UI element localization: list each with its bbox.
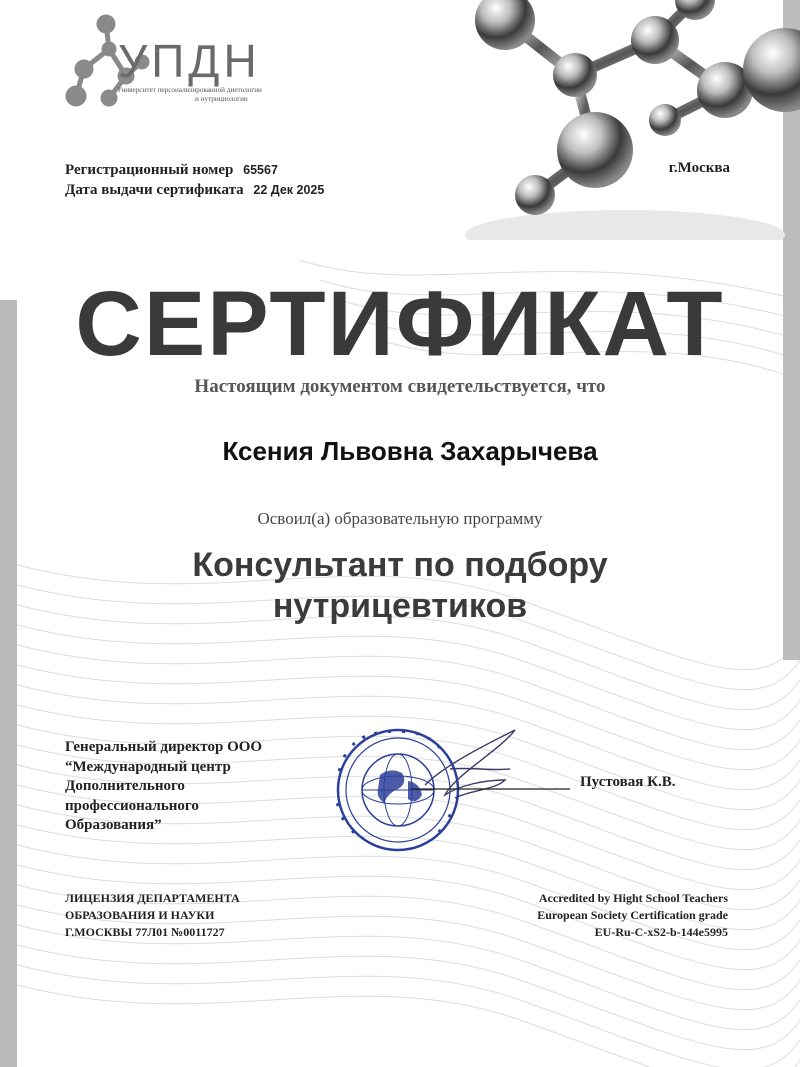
program-name-line2: нутрицевтиков	[272, 587, 528, 625]
license-line2: ОБРАЗОВАНИЯ И НАУКИ	[65, 908, 215, 922]
issue-date-value: 22 Дек 2025	[253, 183, 325, 197]
molecule-illustration	[425, 0, 800, 240]
accreditation-line1: Accredited by Hight School Teachers	[538, 891, 728, 905]
director-line1: Генеральный директор ООО	[65, 739, 263, 755]
issue-date-label: Дата выдачи сертификата	[65, 182, 244, 198]
program-name	[0, 545, 800, 627]
director-line5: Образования”	[65, 817, 162, 833]
registration-number-value: 65567	[243, 163, 278, 177]
issue-date-row	[65, 180, 324, 200]
logo-wordmark: УПДН	[118, 35, 261, 87]
program-name-line1: Консультант по подбору	[192, 546, 608, 584]
registration-block	[65, 160, 324, 200]
license-line3: Г.МОСКВЫ 77Л01 №0011727	[65, 925, 225, 939]
registration-number-label: Регистрационный номер	[65, 162, 234, 178]
director-line2: “Международный центр	[65, 758, 231, 775]
license-line1: ЛИЦЕНЗИЯ ДЕПАРТАМЕНТА	[65, 891, 240, 905]
director-title	[65, 738, 262, 836]
mastered-program-text: Освоил(а) образовательную программу	[257, 509, 543, 528]
certificate-subtitle: Настоящим документом свидетельствуется, что	[194, 376, 606, 397]
certificate-title: СЕРТИФИКАТ	[75, 273, 725, 375]
logo-subtitle-line2: и нутрициологии	[195, 95, 248, 103]
logo-subtitle	[117, 86, 292, 104]
accreditation-line2: European Society Certification grade	[537, 908, 728, 922]
accreditation-line3: EU-Ru-C-xS2-b-144e5995	[594, 925, 728, 939]
license-block	[65, 890, 240, 941]
accreditation-block	[537, 890, 728, 941]
signer-name: Пустовая К.В.	[580, 774, 676, 790]
recipient-name: Ксения Львовна Захарычева	[222, 436, 598, 466]
logo-subtitle-line1: Университет персонализированной диетологии	[117, 86, 262, 94]
official-stamp-and-signature	[330, 725, 590, 855]
registration-number-row	[65, 160, 324, 180]
director-line4: профессионального	[65, 797, 199, 814]
director-line3: Дополнительного	[65, 778, 185, 794]
city: г.Москва	[668, 160, 730, 176]
left-decor-bar	[0, 300, 17, 1067]
